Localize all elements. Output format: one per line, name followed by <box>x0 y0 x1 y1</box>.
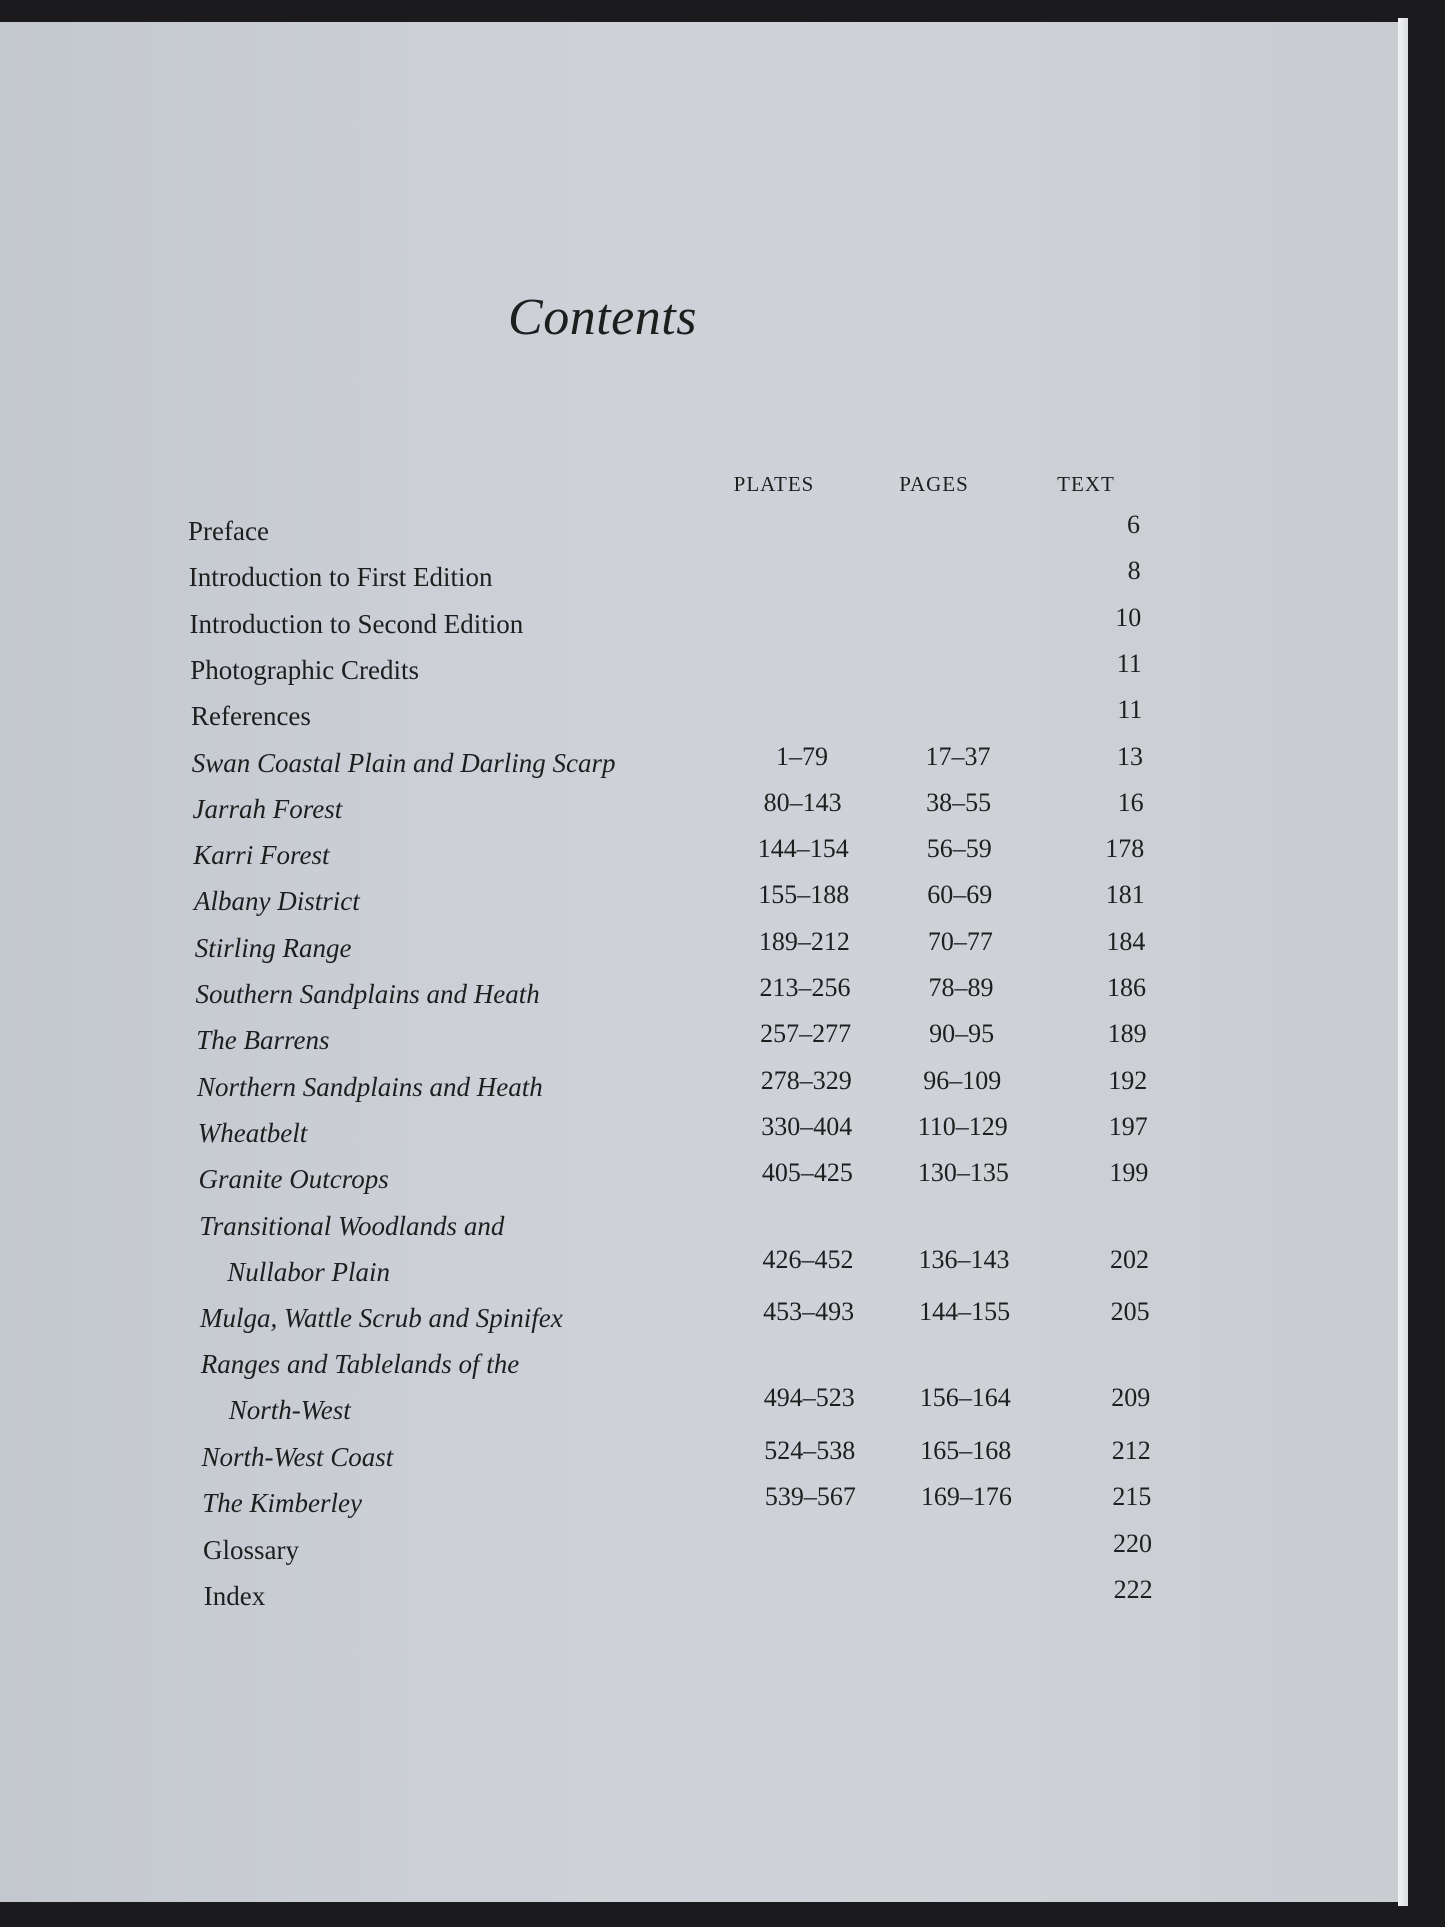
toc-entry-pages: 17–37 <box>925 741 991 771</box>
toc-entry <box>0 1349 1398 1426</box>
toc-entry-title: Introduction to First Edition <box>188 562 493 593</box>
toc-entry <box>0 926 1398 979</box>
toc-entry <box>0 973 1398 1025</box>
toc-entry-title: Introduction to Second Edition <box>189 608 524 639</box>
toc-entry-title: Transitional Woodlands and <box>199 1210 505 1241</box>
toc-entry-text-page: 16 <box>1117 787 1144 817</box>
toc-entry-pages: 165–168 <box>920 1436 1012 1465</box>
toc-entry-text-page: 220 <box>1113 1528 1152 1558</box>
toc-entry-text-page: 184 <box>1106 926 1146 956</box>
toc-entry <box>0 1019 1398 1071</box>
toc-entry-title: Mulga, Wattle Scrub and Spinifex <box>200 1303 563 1334</box>
column-header-text: TEXT <box>1057 472 1115 496</box>
toc-entry-plates: 539–567 <box>764 1482 856 1512</box>
toc-entry-title: Jarrah Forest <box>192 793 343 824</box>
toc-entry-pages: 38–55 <box>926 787 992 817</box>
toc-entry-text-page: 212 <box>1111 1436 1151 1465</box>
toc-entry-title: Albany District <box>194 886 360 917</box>
toc-entry-plates: 330–404 <box>761 1111 853 1141</box>
toc-entry-pages: 96–109 <box>923 1065 1002 1095</box>
toc-entry <box>0 1065 1398 1118</box>
toc-entry-plates: 494–523 <box>763 1383 855 1413</box>
toc-entry-title: North-West Coast <box>201 1442 394 1472</box>
toc-entry-title-continued: Nullabor Plain <box>227 1256 391 1287</box>
toc-entry-pages: 144–155 <box>919 1297 1011 1327</box>
toc-entry <box>0 1574 1398 1627</box>
toc-entry-title: References <box>191 701 311 732</box>
toc-entry-text-page: 11 <box>1116 648 1142 678</box>
toc-entry-plates: 278–329 <box>760 1065 852 1095</box>
toc-entry <box>0 1528 1398 1581</box>
toc-entry-plates: 453–493 <box>763 1297 855 1327</box>
toc-entry-plates: 155–188 <box>758 880 850 910</box>
column-header-pages: PAGES <box>899 472 969 496</box>
toc-entry-title: Karri Forest <box>193 840 330 871</box>
toc-entry-title: Preface <box>188 516 269 546</box>
toc-entry-pages: 78–89 <box>928 973 994 1002</box>
toc-entry-text-page: 8 <box>1127 556 1141 586</box>
toc-entry-title: The Barrens <box>196 1025 330 1056</box>
toc-entry-pages: 156–164 <box>919 1383 1011 1413</box>
toc-entry-title-continued: North-West <box>228 1395 351 1426</box>
toc-entry-plates: 144–154 <box>757 834 849 864</box>
toc-entry <box>0 602 1398 655</box>
toc-entry-pages: 136–143 <box>918 1244 1010 1274</box>
toc-entry-title: Northern Sandplains and Heath <box>197 1071 543 1102</box>
toc-entry-title: Stirling Range <box>194 932 352 963</box>
toc-entry <box>0 695 1398 747</box>
toc-entry-title: Granite Outcrops <box>198 1164 389 1195</box>
toc-entry-text-page: 192 <box>1108 1065 1148 1095</box>
toc-entry-text-page: 202 <box>1110 1244 1149 1274</box>
toc-entry-text-page: 10 <box>1115 602 1142 632</box>
toc-entry-plates: 80–143 <box>763 787 842 817</box>
toc-entry <box>0 1111 1398 1164</box>
column-header-plates: PLATES <box>733 472 815 496</box>
toc-entry-title: The Kimberley <box>202 1488 362 1519</box>
toc-entry-title: Swan Coastal Plain and Darling Scarp <box>191 747 616 778</box>
toc-entry-plates: 426–452 <box>762 1244 854 1274</box>
toc-entry-text-page: 215 <box>1112 1482 1152 1512</box>
toc-entry-pages: 90–95 <box>929 1019 995 1049</box>
toc-entry <box>0 741 1398 794</box>
toc-entry <box>0 556 1398 608</box>
toc-entry-pages: 110–129 <box>917 1111 1008 1141</box>
toc-entry <box>0 510 1398 562</box>
toc-entry-text-page: 189 <box>1107 1019 1147 1049</box>
toc-entry-text-page: 209 <box>1111 1383 1151 1413</box>
toc-entry-plates: 405–425 <box>761 1158 853 1188</box>
toc-entry <box>0 834 1398 886</box>
toc-entry-title: Photographic Credits <box>190 654 419 685</box>
toc-entry-pages: 169–176 <box>920 1482 1012 1512</box>
page-title: Contents <box>508 289 697 346</box>
toc-entry-title: Ranges and Tablelands of the <box>200 1349 520 1380</box>
toc-entry-plates: 524–538 <box>764 1436 856 1465</box>
toc-entry-plates: 189–212 <box>758 926 850 956</box>
toc-entry-text-page: 13 <box>1117 741 1143 771</box>
toc-entry <box>0 1297 1398 1349</box>
toc-entry-title: Southern Sandplains and Heath <box>195 979 540 1009</box>
toc-entry <box>0 1436 1398 1488</box>
toc-entry <box>0 648 1398 701</box>
toc-entry-plates: 1–79 <box>776 741 828 771</box>
toc-entry-pages: 70–77 <box>927 926 993 956</box>
toc-entry-text-page: 199 <box>1109 1158 1149 1188</box>
toc-entry-plates: 213–256 <box>759 973 851 1002</box>
toc-entry <box>0 880 1398 932</box>
toc-entry-pages: 56–59 <box>926 834 992 864</box>
toc-entry-text-page: 205 <box>1110 1297 1150 1327</box>
toc-entry-pages: 60–69 <box>927 880 993 910</box>
toc-entry-plates: 257–277 <box>760 1019 852 1049</box>
toc-entry-title: Index <box>203 1580 266 1611</box>
book-page <box>0 22 1398 1902</box>
toc-entry-title: Wheatbelt <box>197 1117 308 1148</box>
toc-entry <box>0 1158 1398 1210</box>
toc-entry-text-page: 186 <box>1107 973 1146 1002</box>
toc-entry-text-page: 222 <box>1113 1574 1153 1604</box>
toc-entry-text-page: 11 <box>1117 695 1143 725</box>
toc-entry-text-page: 197 <box>1108 1111 1148 1141</box>
page-edge <box>1398 18 1408 1906</box>
toc-entry-text-page: 181 <box>1105 880 1145 910</box>
toc-entry-text-page: 6 <box>1127 510 1140 539</box>
toc-entry <box>0 787 1398 840</box>
toc-entry <box>0 1482 1398 1534</box>
toc-entry <box>0 1210 1398 1287</box>
toc-entry-text-page: 178 <box>1105 834 1145 864</box>
toc-entry-pages: 130–135 <box>917 1158 1009 1188</box>
toc-entry-title: Glossary <box>203 1534 299 1565</box>
